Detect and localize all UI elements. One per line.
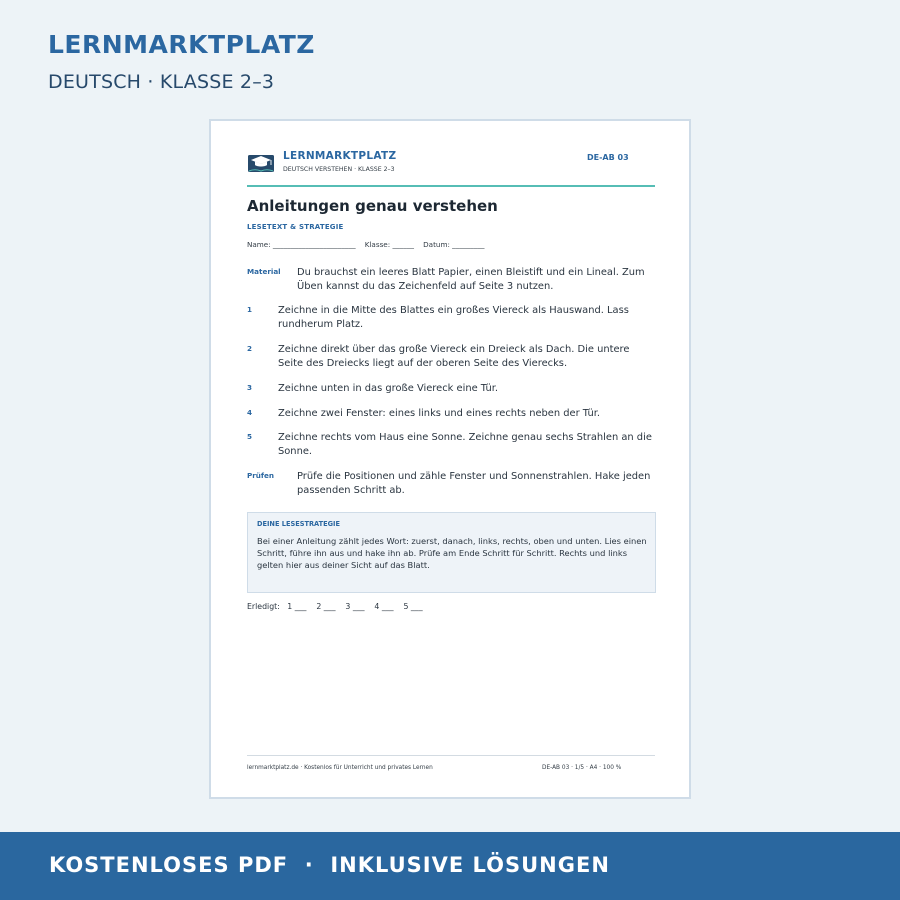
bottom-banner <box>0 832 900 900</box>
footer-right: DE-AB 03 · 1/5 · A4 · 100 % <box>542 765 622 771</box>
instruction-text: Zeichne in die Mitte des Blattes ein großes Viereck als Hauswand. Lass rundherum Platz. <box>278 305 629 330</box>
header-divider <box>247 185 655 187</box>
footer-divider <box>247 755 655 756</box>
done-checklist: Erledigt: 1 ___ 2 ___ 3 ___ 4 ___ 5 ___ <box>247 602 423 611</box>
name-class-date-fields: Name: _______________________ Klasse: ______ Datum: _________ <box>247 240 485 249</box>
instruction-text: Zeichne zwei Fenster: eines links und eines rechts neben der Tür. <box>278 408 601 419</box>
page-subtitle: DEUTSCH · KLASSE 2–3 <box>48 71 275 93</box>
graduation-cap-book-icon <box>247 151 275 173</box>
instruction-label: 5 <box>247 432 253 441</box>
instruction-text: Zeichne rechts vom Haus eine Sonne. Zeichne genau sechs Strahlen an die Sonne. <box>278 432 652 457</box>
sheet-brand-subtitle: DEUTSCH VERSTEHEN · KLASSE 2–3 <box>283 166 395 173</box>
strategy-text: Bei einer Anleitung zählt jedes Wort: zuerst, danach, links, rechts, oben und unten. Lies einen Schritt, führe ihn aus und hake ihn ab. Prüfe am Ende Schritt für Schritt. Rechts und links gelten hier aus deiner Sicht auf das Blatt. <box>257 536 647 571</box>
sheet-brand: LERNMARKTPLATZ <box>283 150 397 162</box>
instruction-label: 4 <box>247 408 253 417</box>
worksheet-preview[interactable] <box>209 119 691 799</box>
instruction-label: Material <box>247 267 281 276</box>
instruction-text: Zeichne unten in das große Viereck eine Tür. <box>278 383 499 394</box>
instruction-label: 2 <box>247 344 253 353</box>
strategy-title: DEINE LESESTRATEGIE <box>257 520 340 528</box>
banner-text: KOSTENLOSES PDF · INKLUSIVE LÖSUNGEN <box>49 853 610 877</box>
instruction-text: Du brauchst ein leeres Blatt Papier, einen Bleistift und ein Lineal. Zum Üben kannst du das Zeichenfeld auf Seite 3 nutzen. <box>297 267 645 292</box>
footer-left: lernmarktplatz.de · Kostenlos für Unterricht und privates Lernen <box>247 765 433 771</box>
instruction-label: Prüfen <box>247 471 275 480</box>
worksheet-title: Anleitungen genau verstehen <box>247 197 498 215</box>
instruction-text: Prüfe die Positionen und zähle Fenster und Sonnenstrahlen. Hake jeden passenden Schritt ab. <box>297 471 651 496</box>
worksheet-kicker: LESETEXT & STRATEGIE <box>247 223 344 231</box>
page-title: LERNMARKTPLATZ <box>48 30 315 59</box>
sheet-code: DE-AB 03 <box>587 153 629 162</box>
instruction-label: 3 <box>247 383 253 392</box>
instruction-text: Zeichne direkt über das große Viereck ein Dreieck als Dach. Die untere Seite des Dreiecks liegt auf der oberen Seite des Vierecks. <box>278 344 630 369</box>
reading-strategy-box <box>247 512 656 593</box>
instruction-label: 1 <box>247 305 253 314</box>
